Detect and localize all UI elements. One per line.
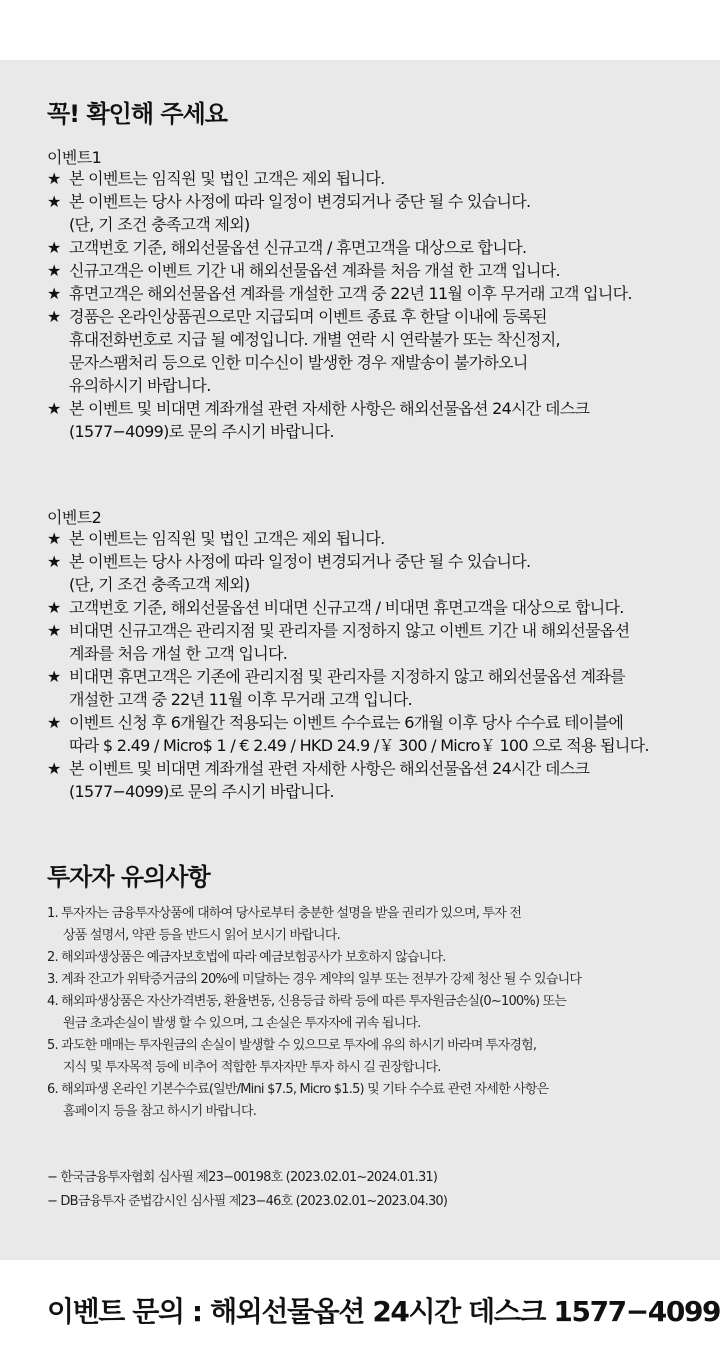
notice-item <box>47 397 712 443</box>
star-icon: ★ <box>47 552 61 571</box>
notice-item <box>47 305 712 397</box>
investor-item-text: 상품 설명서, 약관 등을 반드시 읽어 보시기 바랍니다. <box>63 928 340 943</box>
notice-item-text: 고객번호 기준, 해외선물옵션 비대면 신규고객 / 비대면 휴면고객을 대상으로 합니다. <box>69 598 624 617</box>
notice-item <box>47 619 712 665</box>
investor-item-text: 6. 해외파생 온라인 기본수수료(일반/Mini $7.5, Micro $1.5) 및 기타 수수료 관련 자세한 사항은 <box>47 1082 549 1097</box>
event1-label: 이벤트1 <box>47 148 102 167</box>
investor-item-text: 지식 및 투자목적 등에 비추어 적합한 투자자만 투자 하시 길 권장합니다. <box>63 1060 441 1075</box>
investor-item-text: 원금 초과손실이 발생 할 수 있으며, 그 손실은 투자자에 귀속 됩니다. <box>63 1016 421 1031</box>
investor-title: 투자자 유의사항 <box>47 863 210 891</box>
investor-item-text: 3. 계좌 잔고가 위탁증거금의 20%에 미달하는 경우 계약의 일부 또는 전부가 강제 청산 될 수 있습니다 <box>47 972 582 987</box>
event1-notes <box>47 167 712 443</box>
notice-item <box>47 596 712 619</box>
star-icon: ★ <box>47 261 61 280</box>
notice-item-text: 유의하시기 바랍니다. <box>69 376 211 395</box>
footer-contact: 이벤트 문의 : 해외선물옵션 24시간 데스크 1577−4099 <box>47 1295 720 1328</box>
investor-item <box>47 969 717 991</box>
notice-item-text: 따라 $ 2.49 / Micro$ 1 / € 2.49 / HKD 24.9 /￥ 300 / Micro￥ 100 으로 적용 됩니다. <box>69 736 649 755</box>
notice-item <box>47 259 712 282</box>
notice-item <box>47 282 712 305</box>
star-icon: ★ <box>47 284 61 303</box>
notice-item-text: 본 이벤트 및 비대면 계좌개설 관련 자세한 사항은 해외선물옵션 24시간 데스크 <box>69 759 590 778</box>
star-icon: ★ <box>47 529 61 548</box>
notice-item-text: 고객번호 기준, 해외선물옵션 신규고객 / 휴면고객을 대상으로 합니다. <box>69 238 527 257</box>
review-numbers <box>47 1166 717 1214</box>
notice-item <box>47 665 712 711</box>
notice-item <box>47 757 712 803</box>
notice-item-text: 본 이벤트는 임직원 및 법인 고객은 제외 됩니다. <box>69 169 385 188</box>
notice-item-text: (단, 기 조건 충족고객 제외) <box>69 215 250 234</box>
review-number: − 한국금융투자협회 심사필 제23−00198호 (2023.02.01~2024.01.31) <box>47 1170 438 1185</box>
notice-item-text: 본 이벤트는 당사 사정에 따라 일정이 변경되거나 중단 될 수 있습니다. <box>69 192 531 211</box>
star-icon: ★ <box>47 307 61 326</box>
notice-item-text: 문자스팸처리 등으로 인한 미수신이 발생한 경우 재발송이 불가하오니 <box>69 353 528 372</box>
notice-item-text: 계좌를 처음 개설 한 고객 입니다. <box>69 644 288 663</box>
notice-item-text: 신규고객은 이벤트 기간 내 해외선물옵션 계좌를 처음 개설 한 고객 입니다. <box>69 261 560 280</box>
notice-item-text: 휴면고객은 해외선물옵션 계좌를 개설한 고객 중 22년 11월 이후 무거래 고객 입니다. <box>69 284 632 303</box>
notice-item-text: 본 이벤트는 임직원 및 법인 고객은 제외 됩니다. <box>69 529 385 548</box>
star-icon: ★ <box>47 667 61 686</box>
star-icon: ★ <box>47 759 61 778</box>
footer <box>0 1260 720 1365</box>
notice-item <box>47 236 712 259</box>
notice-item <box>47 190 712 236</box>
event2-label: 이벤트2 <box>47 508 102 527</box>
investor-item-text: 홈페이지 등을 참고 하시기 바랍니다. <box>63 1104 257 1119</box>
star-icon: ★ <box>47 598 61 617</box>
notice-item-text: (단, 기 조건 충족고객 제외) <box>69 575 250 594</box>
notice-item <box>47 711 712 757</box>
review-number: − DB금융투자 준법감시인 심사필 제23−46호 (2023.02.01~2023.04.30) <box>47 1194 448 1209</box>
notice-item-text: 이벤트 신청 후 6개월간 적용되는 이벤트 수수료는 6개월 이후 당사 수수료 테이블에 <box>69 713 624 732</box>
investor-item <box>47 903 717 947</box>
notice-item-text: 비대면 신규고객은 관리지점 및 관리자를 지정하지 않고 이벤트 기간 내 해외선물옵션 <box>69 621 630 640</box>
notice-item-text: (1577−4099)로 문의 주시기 바랍니다. <box>69 782 334 801</box>
notice-item <box>47 167 712 190</box>
notice-item-text: 개설한 고객 중 22년 11월 이후 무거래 고객 입니다. <box>69 690 413 709</box>
investor-item <box>47 1035 717 1079</box>
notice-item-text: 경품은 온라인상품권으로만 지급되며 이벤트 종료 후 한달 이내에 등록된 <box>69 307 547 326</box>
star-icon: ★ <box>47 238 61 257</box>
star-icon: ★ <box>47 169 61 188</box>
top-spacer <box>0 0 720 60</box>
notice-item-text: 본 이벤트는 당사 사정에 따라 일정이 변경되거나 중단 될 수 있습니다. <box>69 552 531 571</box>
notice-item-text: 본 이벤트 및 비대면 계좌개설 관련 자세한 사항은 해외선물옵션 24시간 데스크 <box>69 399 590 418</box>
investor-item-text: 1. 투자자는 금융투자상품에 대하여 당사로부터 충분한 설명을 받을 권리가 있으며, 투자 전 <box>47 906 522 921</box>
investor-item <box>47 1079 717 1123</box>
notice-item <box>47 527 712 550</box>
investor-item-text: 2. 해외파생상품은 예금자보호법에 따라 예금보험공사가 보호하지 않습니다. <box>47 950 446 965</box>
notice-item-text: 비대면 휴면고객은 기존에 관리지점 및 관리자를 지정하지 않고 해외선물옵션 계좌를 <box>69 667 625 686</box>
star-icon: ★ <box>47 399 61 418</box>
notice-item-text: (1577−4099)로 문의 주시기 바랍니다. <box>69 422 334 441</box>
investor-item <box>47 991 717 1035</box>
star-icon: ★ <box>47 621 61 640</box>
notice-item <box>47 550 712 596</box>
notice-panel <box>0 60 720 1260</box>
event2-notes <box>47 527 712 803</box>
investor-notes <box>47 903 717 1123</box>
investor-item-text: 4. 해외파생상품은 자산가격변동, 환율변동, 신용등급 하락 등에 따른 투자원금손실(0~100%) 또는 <box>47 994 567 1009</box>
star-icon: ★ <box>47 192 61 211</box>
investor-item-text: 5. 과도한 매매는 투자원금의 손실이 발생할 수 있으므로 투자에 유의 하시기 바라며 투자경험, <box>47 1038 537 1053</box>
investor-item <box>47 947 717 969</box>
notice-title: 꼭! 확인해 주세요 <box>47 100 227 128</box>
notice-item-text: 휴대전화번호로 지급 될 예정입니다. 개별 연락 시 연락불가 또는 착신정지, <box>69 330 560 349</box>
star-icon: ★ <box>47 713 61 732</box>
